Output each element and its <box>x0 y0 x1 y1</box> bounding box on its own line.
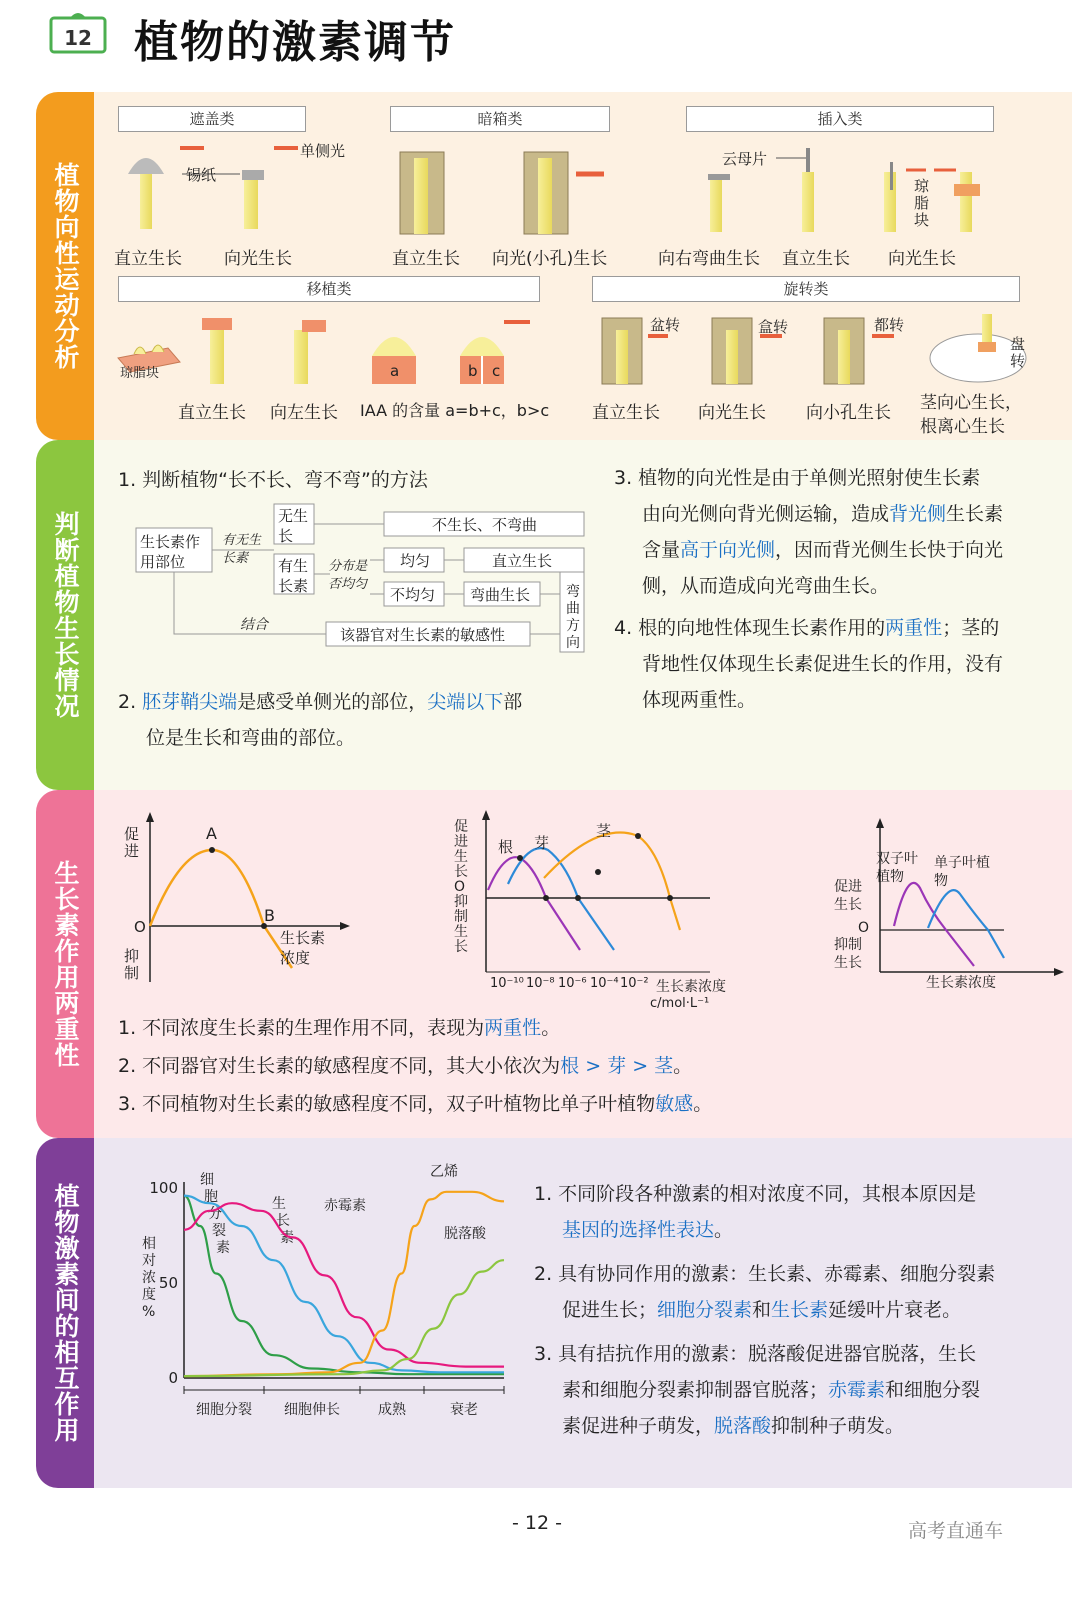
page-title: 植物的激素调节 <box>134 17 456 68</box>
r2-label-4: 直立生长 <box>592 403 660 423</box>
section-tropism <box>36 92 1072 440</box>
dual-point-1: 1. 不同浓度生长素的生理作用不同，表现为两重性。 <box>118 1017 561 1039</box>
c1-ylabel-top: 促进 <box>124 825 140 860</box>
dual-point-3: 3. 不同植物对生长素的敏感程度不同，双子叶植物比单子叶植物敏感。 <box>118 1093 713 1115</box>
label-basin: 盆转 <box>650 316 681 334</box>
c2-xlabel: 生长素浓度 <box>656 979 726 995</box>
flow-none: 无生长 <box>278 507 309 545</box>
r2-label-5: 向光生长 <box>698 403 766 423</box>
interact-point-2: 2. 具有协同作用的激素：生长素、赤霉素、细胞分裂素 促进生长；细胞分裂素和生长素延缓叶片衰老。 <box>534 1263 996 1321</box>
category-darkbox: 暗箱类 <box>390 106 610 132</box>
flow-even: 均匀 <box>400 552 431 570</box>
stage-label: 细胞分裂 <box>196 1402 252 1418</box>
interact-point-1: 1. 不同阶段各种激素的相对浓度不同，其根本原因是 基因的选择性表达。 <box>534 1183 977 1241</box>
c2-tick-2: 10⁻⁸ <box>526 976 555 991</box>
c1-ylabel-bottom: 抑制 <box>124 947 140 982</box>
label-both: 都转 <box>874 316 905 334</box>
flow-start: 生长素作用部位 <box>140 533 201 571</box>
c3-ylabel-bottom: 抑制生长 <box>834 937 862 971</box>
flow-result2: 直立生长 <box>492 552 553 570</box>
flow-has-none: 有无生长素 <box>222 533 262 566</box>
series-label: 赤霉素 <box>324 1198 366 1214</box>
stage-label: 成熟 <box>378 1402 406 1418</box>
c1-origin: O <box>134 918 146 936</box>
stage-label: 衰老 <box>450 1402 478 1418</box>
dual-chart-3 <box>864 818 1064 978</box>
c3-monocot: 单子叶植物 <box>934 855 990 889</box>
judge-panel <box>94 440 1072 790</box>
section-dual <box>36 790 1072 1138</box>
judge-point-4: 4. 根的向地性体现生长素作用的两重性；茎的 背地性仅体现生长素促进生长的作用，没有 体现两重性。 <box>614 617 1004 711</box>
flow-dist: 分布是否均匀 <box>328 559 368 592</box>
label-agar-block: 琼脂块 <box>120 366 160 381</box>
section-tab-judge: 判断植物生长情况 <box>36 440 94 790</box>
series-label: 脱落酸 <box>444 1226 486 1242</box>
r1-label-4: 向光(小孔)生长 <box>492 249 608 269</box>
r2-label-8: 根离心生长 <box>920 417 1005 437</box>
c3-dicot: 双子叶植物 <box>876 851 918 885</box>
judge-point-3: 3. 植物的向光性是由于单侧光照射使生长素 由向光侧向背光侧运输，造成背光侧生长素 含量高于向光侧，因而背光侧生长快于向光 侧，从而造成向光弯曲生长。 <box>614 467 1004 597</box>
r2-label-6: 向小孔生长 <box>806 403 891 423</box>
series-label: 乙烯 <box>430 1164 458 1180</box>
section-tab-interact: 植物激素间的相互作用 <box>36 1138 94 1488</box>
section-interact <box>36 1138 1072 1488</box>
c1-point-a: A <box>206 824 217 843</box>
flow-combine: 结合 <box>240 617 268 633</box>
interact-point-3: 3. 具有拮抗作用的激素：脱落酸促进器官脱落，生长 素和细胞分裂素抑制器官脱落；赤霉素和细胞分裂 素促进种子萌发，脱落酸抑制种子萌发。 <box>534 1343 981 1437</box>
interact-panel <box>94 1138 1072 1488</box>
label-agar-vertical: 琼脂块 <box>914 177 930 229</box>
y-tick-label: 0 <box>168 1369 178 1387</box>
r1-label-7: 向光生长 <box>888 249 956 269</box>
c2-tick-5: 10⁻² <box>620 976 649 991</box>
y-tick-label: 100 <box>149 1179 178 1197</box>
flow-uneven: 不均匀 <box>390 586 436 604</box>
r2-label-3: IAA 的含量 a=b+c，b>c <box>360 401 550 420</box>
c2-unit: c/mol·L⁻¹ <box>650 996 710 1011</box>
hormone-chart <box>114 1164 514 1428</box>
flow-has: 有生长素 <box>278 557 309 595</box>
label-a: a <box>390 362 400 380</box>
r1-label-3: 直立生长 <box>392 249 460 269</box>
label-unilateral-light: 单侧光 <box>300 142 346 160</box>
c1-point-b: B <box>264 906 275 925</box>
judge-point-2: 2. 胚芽鞘尖端是感受单侧光的部位，尖端以下部 位是生长和弯曲的部位。 <box>118 691 523 749</box>
category-insert: 插入类 <box>686 106 994 132</box>
c2-tick-1: 10⁻¹⁰ <box>490 976 524 991</box>
series-label: 生长素 <box>272 1196 294 1246</box>
category-rotate: 旋转类 <box>592 276 1020 302</box>
series-line <box>184 1260 504 1376</box>
c3-xlabel: 生长素浓度 <box>926 975 996 991</box>
c2-tick-4: 10⁻⁴ <box>590 976 619 991</box>
r1-label-1: 直立生长 <box>114 249 182 269</box>
judge-heading: 1. 判断植物“长不长、弯不弯”的方法 <box>118 469 428 491</box>
label-box: 盒转 <box>758 318 789 336</box>
label-mica: 云母片 <box>722 150 768 168</box>
c3-ylabel-top: 促进生长 <box>834 879 862 913</box>
r1-label-2: 向光生长 <box>224 249 292 269</box>
y-axis-label: 相对浓度% <box>142 1236 156 1320</box>
c2-root: 根 <box>498 838 514 856</box>
page-number: - 12 - <box>512 1512 562 1534</box>
c3-origin: O <box>858 920 870 936</box>
section-tab-dual: 生长素作用两重性 <box>36 790 94 1138</box>
c1-xlabel: 生长素浓度 <box>280 929 326 967</box>
section-tab-tropism: 植物向性运动分析 <box>36 92 94 440</box>
stage-label: 细胞伸长 <box>284 1402 340 1418</box>
r2-label-1: 直立生长 <box>178 403 246 423</box>
flow-sensitivity: 该器官对生长素的敏感性 <box>340 626 506 644</box>
label-tinfoil: 锡纸 <box>186 166 217 184</box>
brand-watermark: 高考直通车 <box>908 1520 1004 1542</box>
page-badge-number: 12 <box>64 26 92 50</box>
section-judge <box>36 440 1072 790</box>
series-line <box>184 1192 504 1376</box>
series-line <box>184 1196 504 1373</box>
r1-label-5: 向右弯曲生长 <box>658 249 760 269</box>
y-tick-label: 50 <box>158 1274 178 1292</box>
c2-tick-3: 10⁻⁶ <box>558 976 587 991</box>
c2-bud: 芽 <box>534 834 550 852</box>
page-badge-icon <box>48 10 108 56</box>
dual-panel <box>94 790 1072 1138</box>
category-transplant: 移植类 <box>118 276 540 302</box>
r2-label-7: 茎向心生长， <box>920 393 1022 413</box>
c2-ylabel: 促进生长O抑制生长 <box>454 819 468 955</box>
flow-result3: 弯曲生长 <box>470 586 531 604</box>
dual-chart-2 <box>448 810 718 1000</box>
label-c: c <box>492 362 501 380</box>
category-cover: 遮盖类 <box>118 106 306 132</box>
c2-stem: 茎 <box>596 822 612 840</box>
dual-point-2: 2. 不同器官对生长素的敏感程度不同，其大小依次为根 > 芽 > 茎。 <box>118 1055 693 1077</box>
flow-direction: 弯曲方向 <box>566 584 580 651</box>
series-label: 细胞分裂素 <box>200 1172 230 1256</box>
tropism-panel <box>94 92 1072 440</box>
r2-label-2: 向左生长 <box>270 403 338 423</box>
label-plate: 盘转 <box>1010 335 1026 370</box>
r1-label-6: 直立生长 <box>782 249 850 269</box>
flow-result1: 不生长、不弯曲 <box>432 516 538 534</box>
label-b: b <box>468 362 478 380</box>
